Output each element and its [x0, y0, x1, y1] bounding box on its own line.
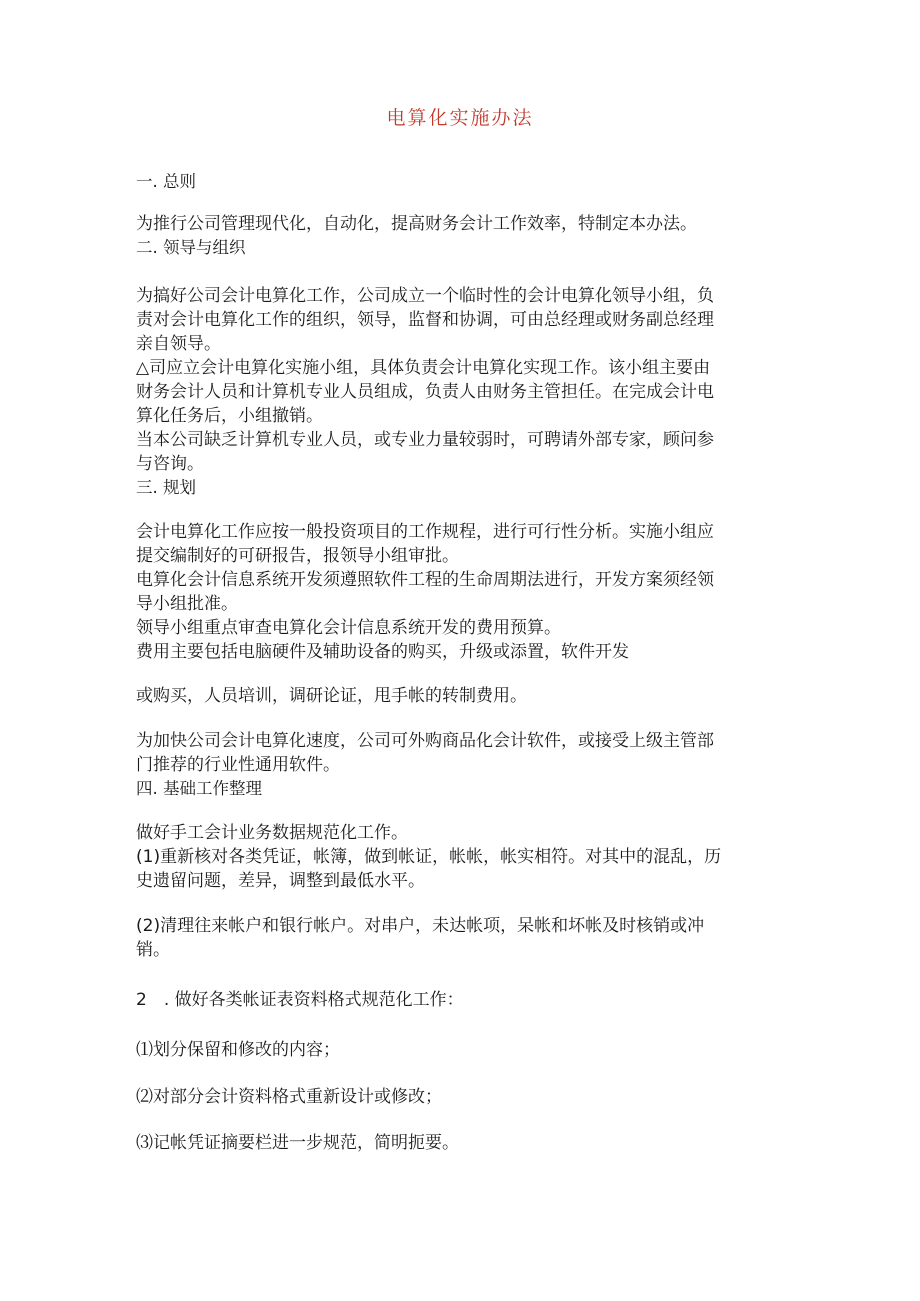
document-title: 电算化实施办法	[386, 107, 534, 129]
paragraph-line: 会计电算化工作应按一般投资项目的工作规程，进行可行性分析。实施小组应	[136, 522, 714, 542]
paragraph-line: 导小组批准。	[136, 594, 238, 614]
section-heading-general: 一. 总则	[136, 172, 196, 191]
paragraph-line: 算化任务后，小组撤销。	[136, 406, 323, 426]
paragraph-line: 与咨询。	[136, 454, 204, 474]
paragraph-line: 为推行公司管理现代化，自动化，提高财务会计工作效率，特制定本办法。	[136, 214, 697, 234]
paragraph-line: △司应立会计电算化实施小组，具体负责会计电算化实现工作。该小组主要由	[136, 358, 711, 378]
paragraph-line: 领导小组重点审查电算化会计信息系统开发的费用预算。	[136, 618, 561, 638]
paragraph-line: (2)清理往来帐户和银行帐户。对串户，未达帐项，呆帐和坏帐及时核销或冲	[136, 916, 705, 936]
section-heading-planning: 三. 规划	[136, 478, 196, 497]
paragraph-line: 亲自领导。	[136, 334, 221, 354]
paragraph-line: 为加快公司会计电算化速度，公司可外购商品化会计软件，或接受上级主管部	[136, 731, 714, 751]
paragraph-line: 为搞好公司会计电算化工作，公司成立一个临时性的会计电算化领导小组，负	[136, 286, 714, 306]
list-item: ⑴划分保留和修改的内容；	[136, 1040, 340, 1060]
paragraph-line: 或购买，人员培训，调研论证，甩手帐的转制费用。	[136, 686, 527, 706]
paragraph-line: 当本公司缺乏计算机专业人员，或专业力量较弱时，可聘请外部专家，顾问参	[136, 430, 714, 450]
paragraph-line: 销。	[136, 940, 170, 960]
paragraph-line: 财务会计人员和计算机专业人员组成，负责人由财务主管担任。在完成会计电	[136, 382, 714, 402]
section-heading-basic-work: 四. 基础工作整理	[136, 779, 262, 798]
paragraph-line: 电算化会计信息系统开发须遵照软件工程的生命周期法进行，开发方案须经领	[136, 570, 714, 590]
paragraph-line: 提交编制好的可研报告，报领导小组审批。	[136, 546, 459, 566]
paragraph-line: 责对会计电算化工作的组织，领导，监督和协调，可由总经理或财务副总经理	[136, 310, 714, 330]
paragraph-line: 门推荐的行业性通用软件。	[136, 755, 340, 775]
paragraph-line: 史遗留问题，差异，调整到最低水平。	[136, 871, 425, 891]
paragraph-line: (1)重新核对各类凭证，帐簿，做到帐证，帐帐，帐实相符。对其中的混乱，历	[136, 847, 722, 867]
paragraph-line: 费用主要包括电脑硬件及辅助设备的购买，升级或添置，软件开发	[136, 642, 629, 662]
paragraph-line: 2 . 做好各类帐证表资料格式规范化工作：	[136, 990, 464, 1010]
section-heading-leadership: 二. 领导与组织	[136, 238, 246, 257]
list-item: ⑵对部分会计资料格式重新设计或修改；	[136, 1087, 442, 1107]
list-item: ⑶记帐凭证摘要栏进一步规范，简明扼要。	[136, 1133, 459, 1153]
paragraph-line: 做好手工会计业务数据规范化工作。	[136, 823, 408, 843]
